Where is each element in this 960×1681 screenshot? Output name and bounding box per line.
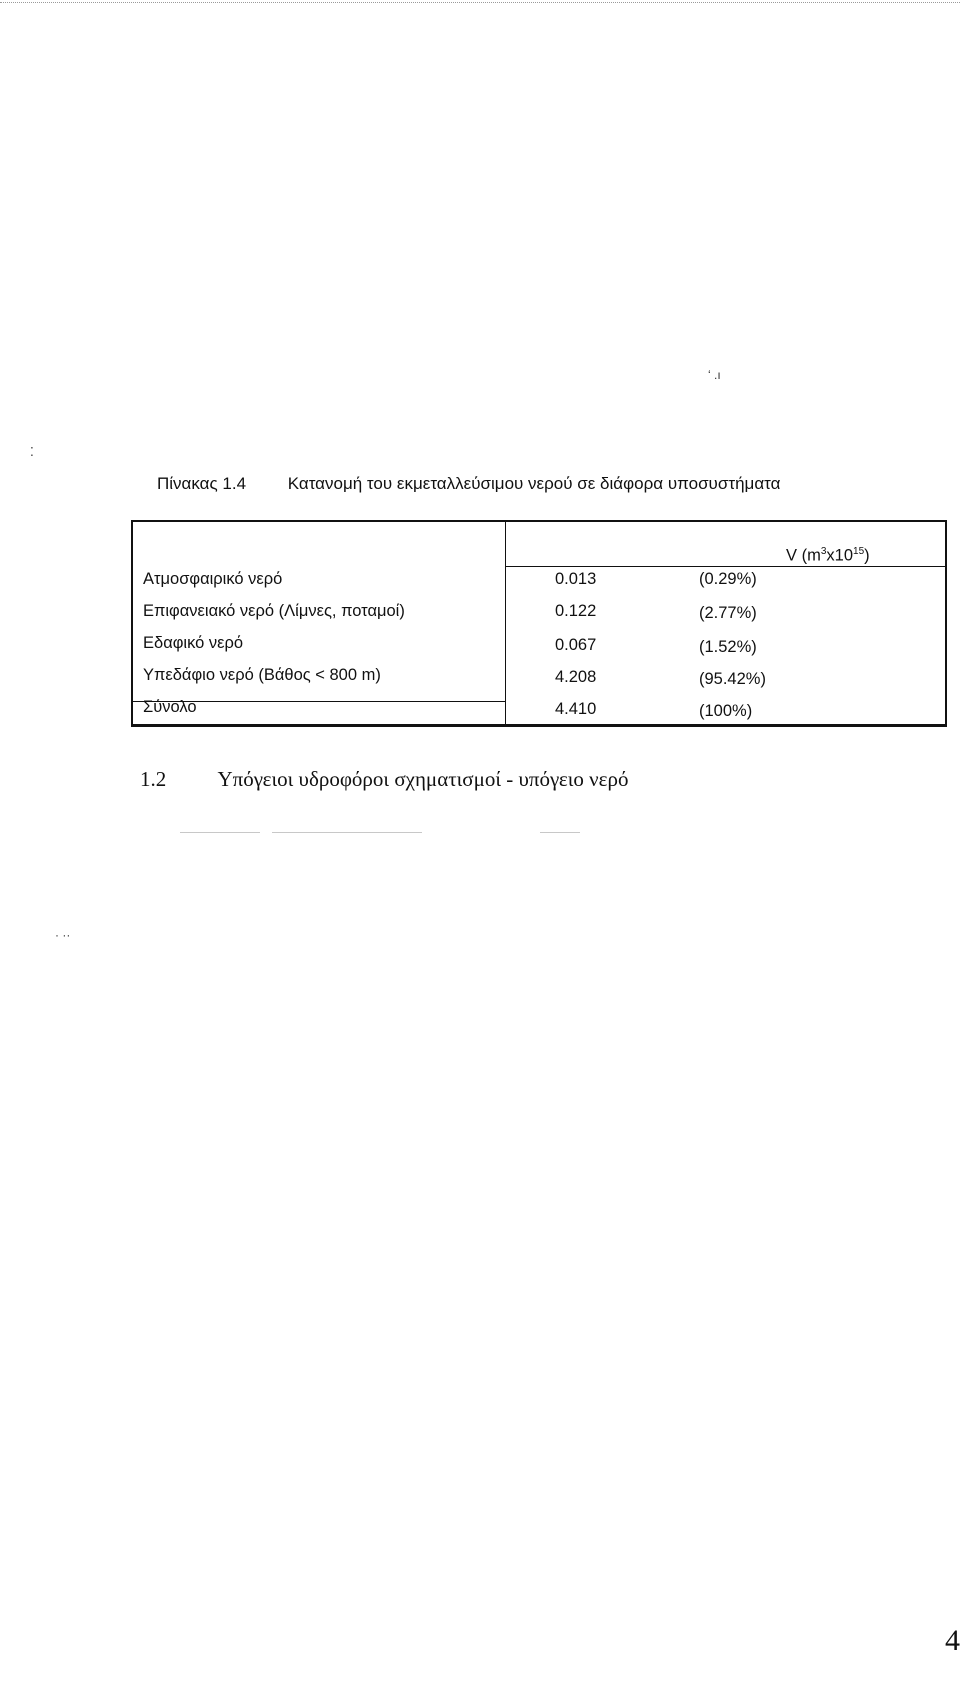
table-row-percent-total: (100%) <box>699 702 753 720</box>
table-row-percent: (95.42%) <box>699 670 766 688</box>
scan-faint-rule <box>272 832 422 833</box>
table-row-label: Ατμοσφαιρικό νερό <box>143 570 283 588</box>
column-header-volume: V $(m^3x10^{15})$ <box>786 546 870 565</box>
table-row-value: 0.122 <box>555 602 597 620</box>
scan-faint-rule <box>540 832 580 833</box>
table-row-percent: (1.52%) <box>699 638 757 656</box>
table-row-percent: (0.29%) <box>699 570 757 588</box>
scan-artifact-mark: ⁚ <box>30 445 34 459</box>
table-column-divider <box>505 522 506 724</box>
table-row-label: Εδαφικό νερό <box>143 634 244 652</box>
table-caption <box>157 474 780 494</box>
scan-artifact-mark: · ·· <box>55 928 71 942</box>
table-row-label-total: Σύνολο <box>143 698 197 716</box>
scan-top-rule <box>0 2 960 3</box>
table-row-value: 0.013 <box>555 570 597 588</box>
section-title: Υπόγειοι υδροφόροι σχηματισμοί - υπόγειο νερό <box>217 767 629 791</box>
table-row-label: Υπεδάφιο νερό (Βάθος < 800 m) <box>143 666 381 684</box>
scan-faint-rule <box>180 832 260 833</box>
table-row-label: Επιφανειακό νερό (Λίμνες, ποταμοί) <box>143 602 405 620</box>
table-caption-title: Κατανομή του εκμεταλλεύσιμου νερού σε διάφορα υποσυστήματα <box>287 474 781 493</box>
page-number: 4 <box>945 1624 960 1657</box>
table-header-rule <box>505 566 945 567</box>
table-row-value: 4.208 <box>555 668 597 686</box>
scan-artifact-mark: ʻ .ı <box>708 368 721 382</box>
water-distribution-table <box>131 520 947 727</box>
table-row-percent: (2.77%) <box>699 604 757 622</box>
table-row-value-total: 4.410 <box>555 700 597 718</box>
section-number: 1.2 <box>140 767 167 791</box>
table-row-value: 0.067 <box>555 636 597 654</box>
table-caption-label: Πίνακας 1.4 <box>157 474 247 493</box>
section-heading <box>140 767 628 792</box>
